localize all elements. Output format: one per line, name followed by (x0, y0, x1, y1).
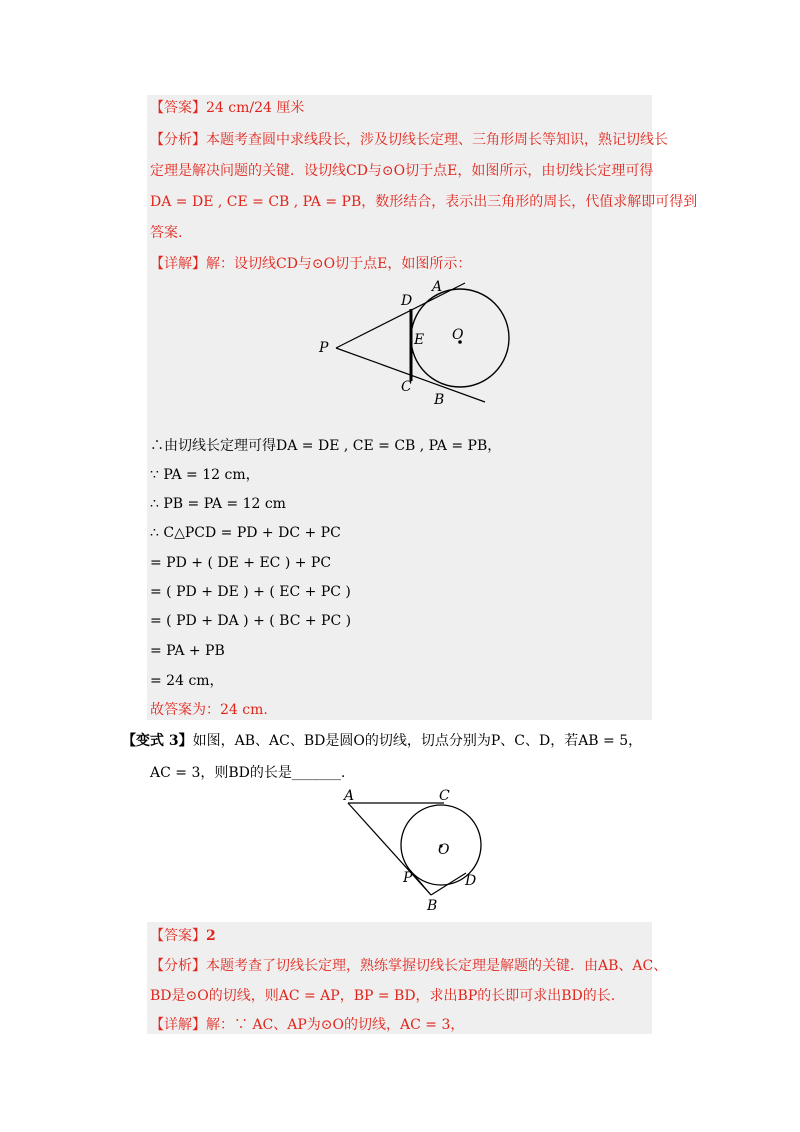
variant3-answer-value: 2 (206, 928, 216, 944)
variant3-answer-tag: 【答案】 (150, 928, 206, 944)
variant3-answer-line (150, 926, 216, 946)
label-a-2: A (344, 788, 355, 804)
figure-1-tangent-triangle (310, 278, 510, 408)
detail-line (150, 254, 471, 274)
step-1: ∴由切线长定理可得DA = DE , CE = CB , PA = PB， (150, 438, 502, 454)
label-c-2: C (439, 788, 450, 804)
answer-tag: 【答案】 (150, 100, 206, 116)
tangent-ab (348, 803, 431, 895)
variant3-analysis-line-1 (150, 956, 667, 976)
variant3-analysis-tag: 【分析】 (150, 958, 206, 974)
label-d-2: D (465, 873, 477, 889)
variant3-question-line-2: AC = 3，则BD的长是_______. (150, 765, 346, 781)
step-3: ∴ PB = PA = 12 cm (150, 496, 286, 512)
label-c: C (401, 379, 412, 395)
variant3-detail-tag: 【详解】 (150, 1017, 206, 1033)
label-d: D (401, 293, 413, 309)
variant3-detail-text: 解：∵ AC、AP为⊙O的切线，AC = 3， (206, 1017, 465, 1033)
analysis-line-4: 答案. (150, 225, 183, 241)
label-b-2: B (427, 898, 438, 914)
analysis-line-2: 定理是解决问题的关键．设切线CD与⊙O切于点E，如图所示，由切线长定理可得 (150, 163, 654, 179)
answer-value: 24 cm/24 厘米 (206, 100, 305, 116)
variant3-analysis-line-2: BD是⊙O的切线，则AC = AP，BP = BD，求出BP的长即可求出BD的长. (150, 988, 616, 1004)
label-o-2: O (438, 842, 450, 858)
variant3-question-text-1: 如图，AB、AC、BD是圆O的切线，切点分别为P、C、D，若AB = 5， (192, 733, 643, 749)
label-o: O (452, 327, 464, 343)
figure-2-tangent-lines (338, 786, 498, 916)
label-p: P (319, 340, 329, 356)
variant3-tag: 【变式 3】 (122, 733, 193, 749)
analysis-line-3: DA = DE , CE = CB , PA = PB，数形结合，表示出三角形的周长，代值求解即可得到 (150, 194, 698, 210)
detail-intro: 解：设切线CD与⊙O切于点E，如图所示： (206, 256, 472, 272)
step-8: = PA + PB (150, 643, 225, 659)
step-5: = PD + ( DE + EC ) + PC (150, 555, 332, 571)
variant3-question-line-1 (122, 731, 642, 751)
label-b: B (434, 392, 445, 408)
step-9: = 24 cm， (150, 673, 224, 689)
step-7: = ( PD + DA ) + ( BC + PC ) (150, 613, 352, 629)
step-4: ∴ C△PCD = PD + DC + PC (150, 525, 341, 541)
step-2: ∵ PA = 12 cm， (150, 467, 260, 483)
label-p-2: P (403, 870, 413, 886)
variant3-analysis-text-1: 本题考查了切线长定理，熟练掌握切线长定理是解题的关键．由AB、AC、 (206, 958, 668, 974)
label-e: E (414, 332, 425, 348)
detail-tag: 【详解】 (150, 256, 206, 272)
tangent-bd (431, 873, 466, 895)
answer-line (150, 98, 304, 118)
variant3-detail-line (150, 1015, 464, 1035)
analysis-tag: 【分析】 (150, 132, 206, 148)
label-a: A (432, 279, 443, 295)
analysis-text-1: 本题考查圆中求线段长，涉及切线长定理、三角形周长等知识，熟记切线长 (206, 132, 668, 148)
step-6: = ( PD + DE ) + ( EC + PC ) (150, 584, 351, 600)
step-10: 故答案为：24 cm. (150, 702, 268, 718)
analysis-line-1 (150, 130, 668, 150)
